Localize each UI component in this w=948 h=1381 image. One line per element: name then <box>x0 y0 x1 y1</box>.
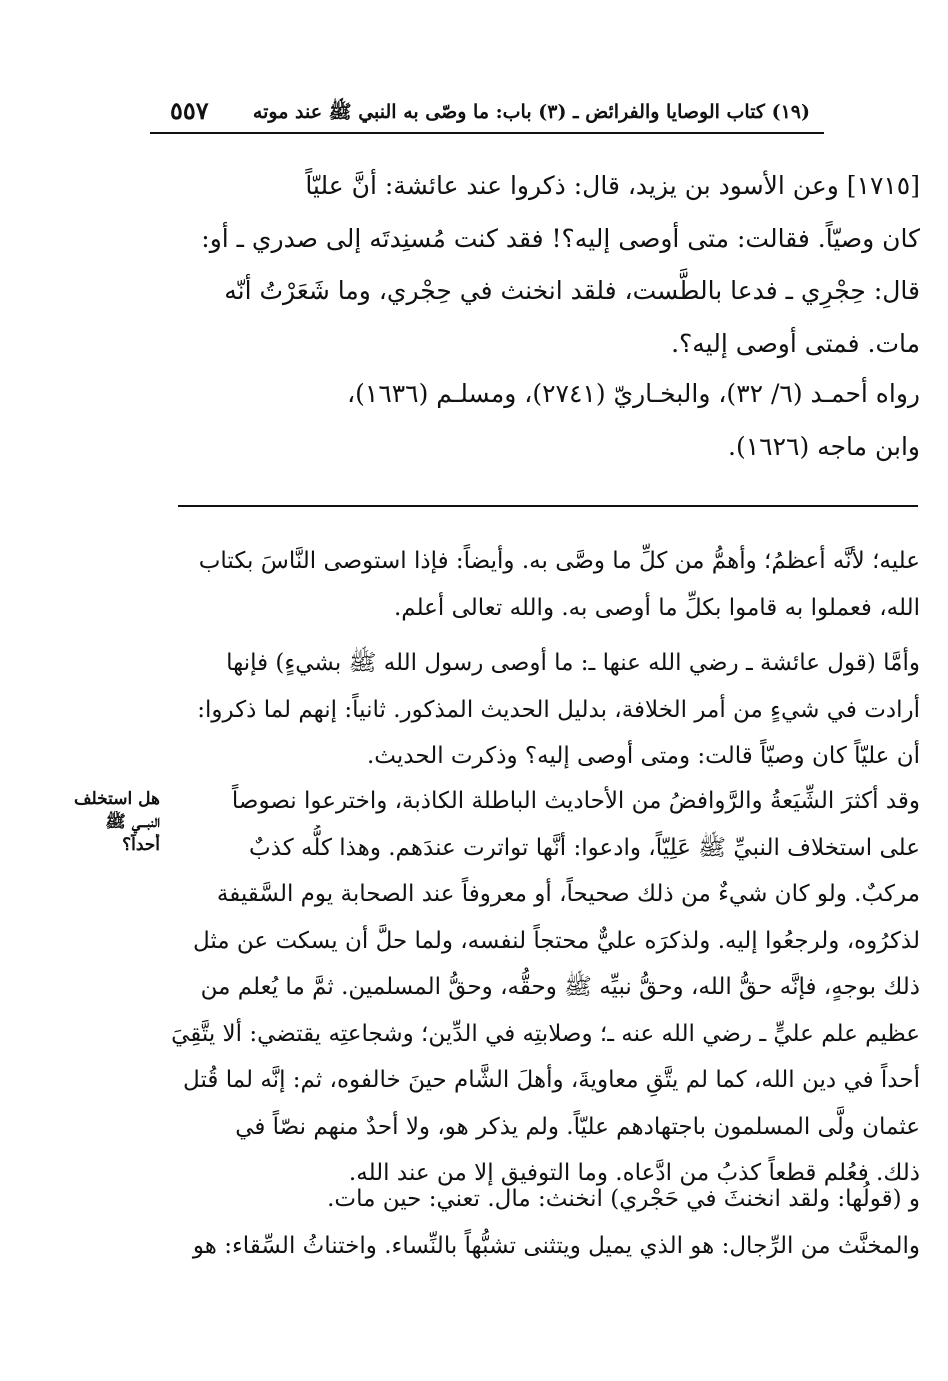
hadith-source <box>178 368 920 473</box>
header-rule <box>150 132 824 134</box>
margin-note-line: النبـــي ﷺ <box>105 812 160 832</box>
margin-note-line: أحداً؟ <box>122 835 160 855</box>
commentary-line: لذكرُوه، ولرجعُوا إليه. ولذكرَه عليٌّ محتجاً لنفسه، ولما حلَّ أن يسكت عن مثل <box>192 927 920 954</box>
commentary-line: ذلك بوجهٍ، فإنَّه حقُّ الله، وحقُّ نبيِّه ﷺ وحقُّه، وحقُّ المسلمين. ثمَّ ما يُعلم من <box>200 974 920 1000</box>
commentary-line: الله، فعملوا به قاموا بكلِّ ما أوصى به. والله تعالى أعلم. <box>393 594 920 621</box>
commentary-line: عليه؛ لأنَّه أعظمُ؛ وأهمُّ من كلِّ ما وصَّى به. وأيضاً: فإذا استوصى النَّاسَ بكتاب <box>198 548 920 574</box>
commentary-line: أحداً في دين الله، كما لم يتَّقِ معاويةَ، وأهلَ الشَّام حينَ خالفوه، ثم: إنَّه لما قُتل <box>183 1067 920 1093</box>
page-number: ٥٥٧ <box>170 96 209 125</box>
hadith-line: قال: حِجْرِي ـ فدعا بالطَّست، فلقد انخنث في حِجْري، وما شَعَرْتُ أنّه <box>224 276 920 305</box>
commentary-paragraph <box>170 538 920 631</box>
hadith-line: [١٧١٥] وعن الأسود بن يزيد، قال: ذكروا عند عائشة: أنَّ عليّاً <box>305 171 920 200</box>
commentary-line: عظيم علم عليٍّ ـ رضي الله عنه ـ؛ وصلابتِه في الدِّين؛ وشجاعتِه يقتضي: ألا يتَّقِيَ <box>171 1020 920 1047</box>
commentary-line: على استخلاف النبيِّ ﷺ عَلِيّاً، وادعوا: أنَّها تواترت عندَهم. وهذا كلُّه كذبٌ <box>249 834 920 861</box>
commentary-paragraph <box>170 640 920 780</box>
hadith-line: كان وصيّاً. فقالت: متى أوصى إليه؟! فقد كنت مُسنِدتَه إلى صدري ـ أو: <box>201 223 920 253</box>
commentary-line: أرادت في شيءٍ من أمر الخلافة، بدليل الحديث المذكور. ثانياً: إنهم لما ذكروا: <box>197 696 920 723</box>
margin-note <box>48 788 160 857</box>
hadith-text <box>178 160 920 370</box>
margin-note-line: هل استخلف <box>73 789 160 809</box>
hadith-line: مات. فمتى أوصى إليه؟. <box>671 328 920 358</box>
commentary-line: وقد أكثرَ الشِّيَعةُ والرَّوافضُ من الأحاديث الباطلة الكاذبة، واخترعوا نصوصاً <box>231 788 920 814</box>
commentary-line: أن عليّاً كان وصيّاً قالت: ومتى أوصى إليه؟ وذكرت الحديث. <box>366 743 920 769</box>
commentary-line: مركبٌ. ولو كان شيءٌ من ذلك صحيحاً، أو معروفاً عند الصحابة يوم السَّقيفة <box>216 881 920 907</box>
running-title: (١٩) كتاب الوصايا والفرائض ـ (٣) باب: ما وصّى به النبي ﷺ عند موته <box>252 101 810 123</box>
commentary-paragraph <box>170 1176 920 1269</box>
commentary-line: ذلك. فعُلم قطعاً كذبُ من ادَّعاه. وما التوفيق إلا من عند الله. <box>348 1160 920 1186</box>
commentary-line: وأمَّا (قول عائشة ـ رضي الله عنها ـ: ما أوصى رسول الله ﷺ بشيءٍ) فإنها <box>226 650 920 676</box>
commentary-line: عثمان ولَّى المسلمون باجتهادهم عليّاً. ولم يذكر هو، ولا أحدٌ منهم نصّاً في <box>235 1113 920 1140</box>
commentary-line: و (قولُها: ولقد انخنثَ في حَجْري) انخنث: مال. تعني: حين مات. <box>327 1186 920 1212</box>
footnote-separator <box>178 505 918 507</box>
source-line: وابن ماجه (١٦٢٦). <box>728 431 920 461</box>
source-line: رواه أحمـد (٦/ ٣٢)، والبخـاريّ (٢٧٤١)، ومسلـم (١٦٣٦)، <box>347 379 920 408</box>
commentary-paragraph <box>170 778 920 1197</box>
commentary-line: والمخنَّث من الرِّجال: هو الذي يميل ويتثنى تشبُّهاً بالنِّساء. واختناثُ السِّقاء: هو <box>192 1232 920 1259</box>
page-header <box>150 92 820 132</box>
